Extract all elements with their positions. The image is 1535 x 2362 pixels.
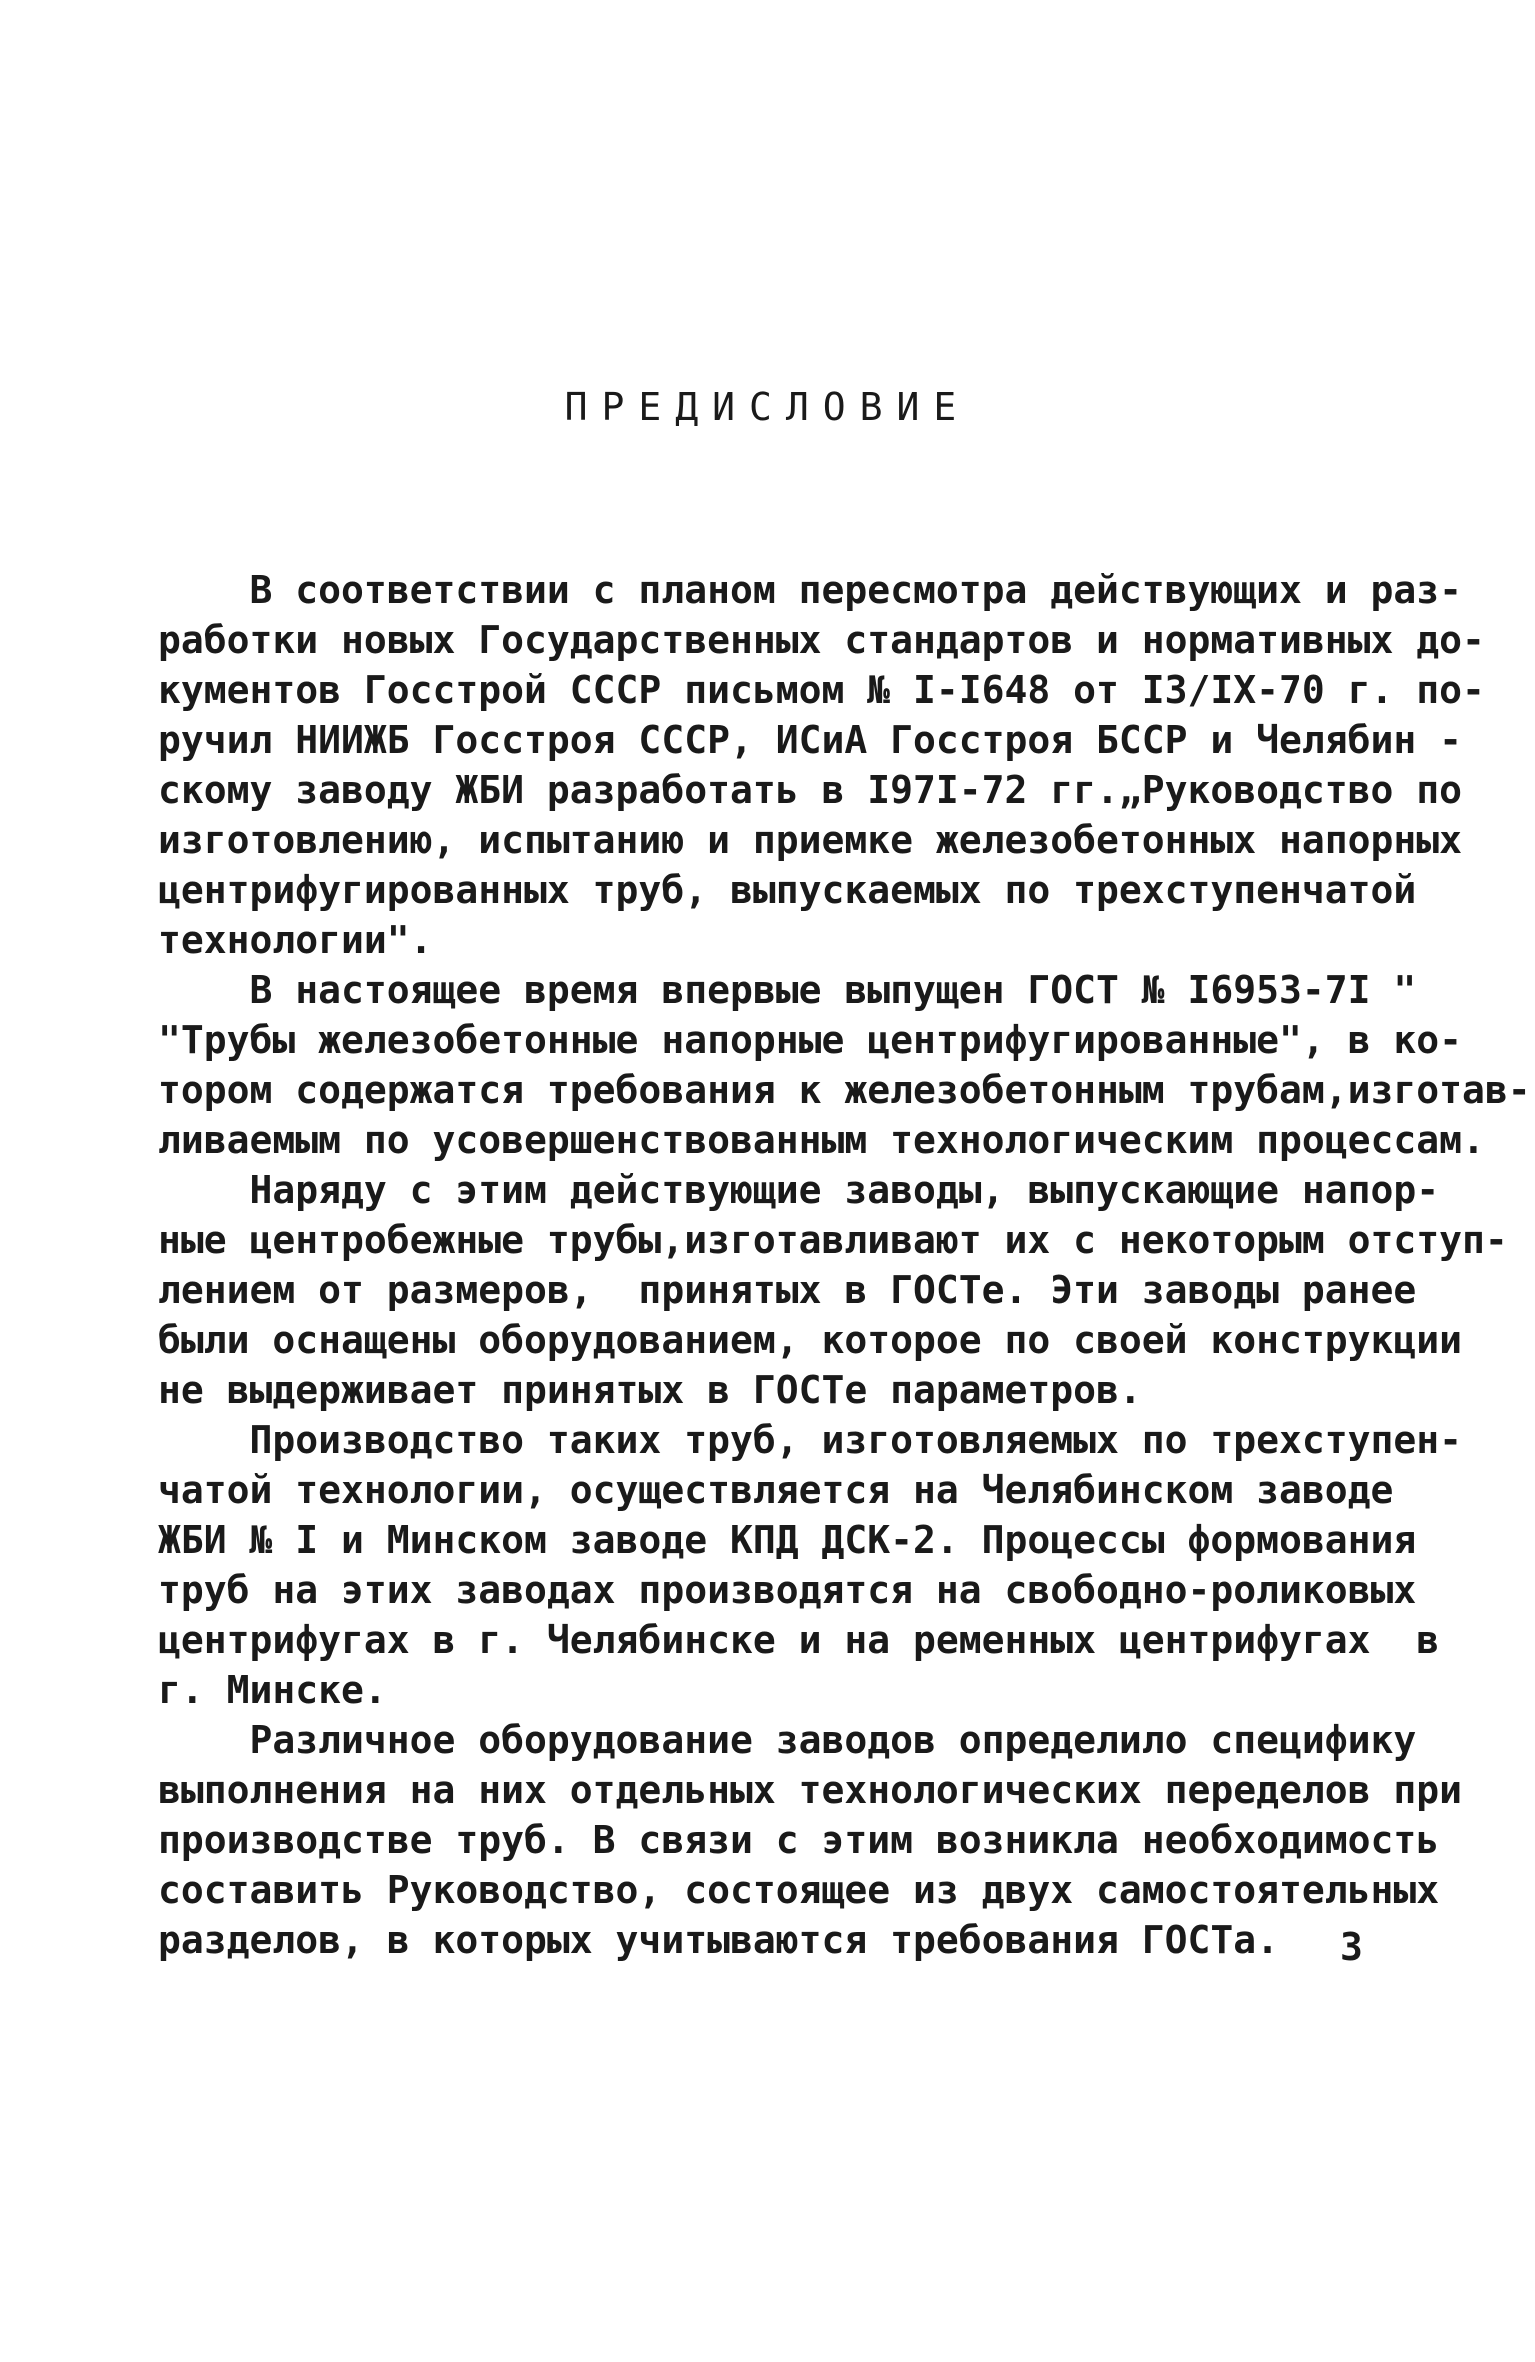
text-line: ЖБИ № I и Минском заводе КПД ДСК-2. Процессы формования: [158, 1518, 1417, 1562]
text-line: скому заводу ЖБИ разработать в I97I-72 гг.„Руководство по: [158, 768, 1463, 812]
text-line: разделов, в которых учитываются требования ГОСТа.: [158, 1918, 1280, 1962]
text-line: ручил НИИЖБ Госстроя СССР, ИСиА Госстроя БССР и Челябин -: [158, 718, 1463, 762]
text-line: ливаемым по усовершенствованным технологическим процессам.: [158, 1118, 1485, 1162]
text-line: составить Руководство, состоящее из двух самостоятельных: [158, 1868, 1440, 1912]
page-title: ПРЕДИСЛОВИЕ: [564, 385, 971, 429]
text-line: выполнения на них отдельных технологических переделов при: [158, 1768, 1463, 1812]
text-line: кументов Госстрой СССР письмом № I-I648 от I3/IX-70 г. по-: [158, 668, 1485, 712]
text-line: технологии".: [158, 918, 433, 962]
text-line: не выдерживает принятых в ГОСТе параметров.: [158, 1368, 1142, 1412]
text-line: В соответствии с планом пересмотра действующих и раз-: [158, 568, 1463, 612]
text-line: лением от размеров, принятых в ГОСТе. Эти заводы ранее: [158, 1268, 1417, 1312]
text-line: труб на этих заводах производятся на свободно-роликовых: [158, 1568, 1417, 1612]
text-line: центрифугах в г. Челябинске и на ременных центрифугах в: [158, 1618, 1440, 1662]
text-line: были оснащены оборудованием, которое по своей конструкции: [158, 1318, 1463, 1362]
text-line: центрифугированных труб, выпускаемых по трехступенчатой: [158, 868, 1417, 912]
text-line: чатой технологии, осуществляется на Челябинском заводе: [158, 1468, 1394, 1512]
text-line: тором содержатся требования к железобетонным трубам,изготав-: [158, 1068, 1531, 1112]
text-line: Наряду с этим действующие заводы, выпускающие напор-: [158, 1168, 1440, 1212]
page-number: 3: [1340, 1925, 1363, 1969]
text-line: "Трубы железобетонные напорные центрифугированные", в ко-: [158, 1018, 1463, 1062]
text-line: ные центробежные трубы,изготавливают их с некоторым отступ-: [158, 1218, 1508, 1262]
text-line: Различное оборудование заводов определило специфику: [158, 1718, 1417, 1762]
body-text: [158, 565, 1531, 1965]
text-line: В настоящее время впервые выпущен ГОСТ № I6953-7I ": [158, 968, 1417, 1012]
text-line: г. Минске.: [158, 1668, 387, 1712]
text-line: производстве труб. В связи с этим возникла необходимость: [158, 1818, 1440, 1862]
text-line: Производство таких труб, изготовляемых по трехступен-: [158, 1418, 1463, 1462]
text-line: изготовлению, испытанию и приемке железобетонных напорных: [158, 818, 1463, 862]
text-line: работки новых Государственных стандартов и нормативных до-: [158, 618, 1485, 662]
